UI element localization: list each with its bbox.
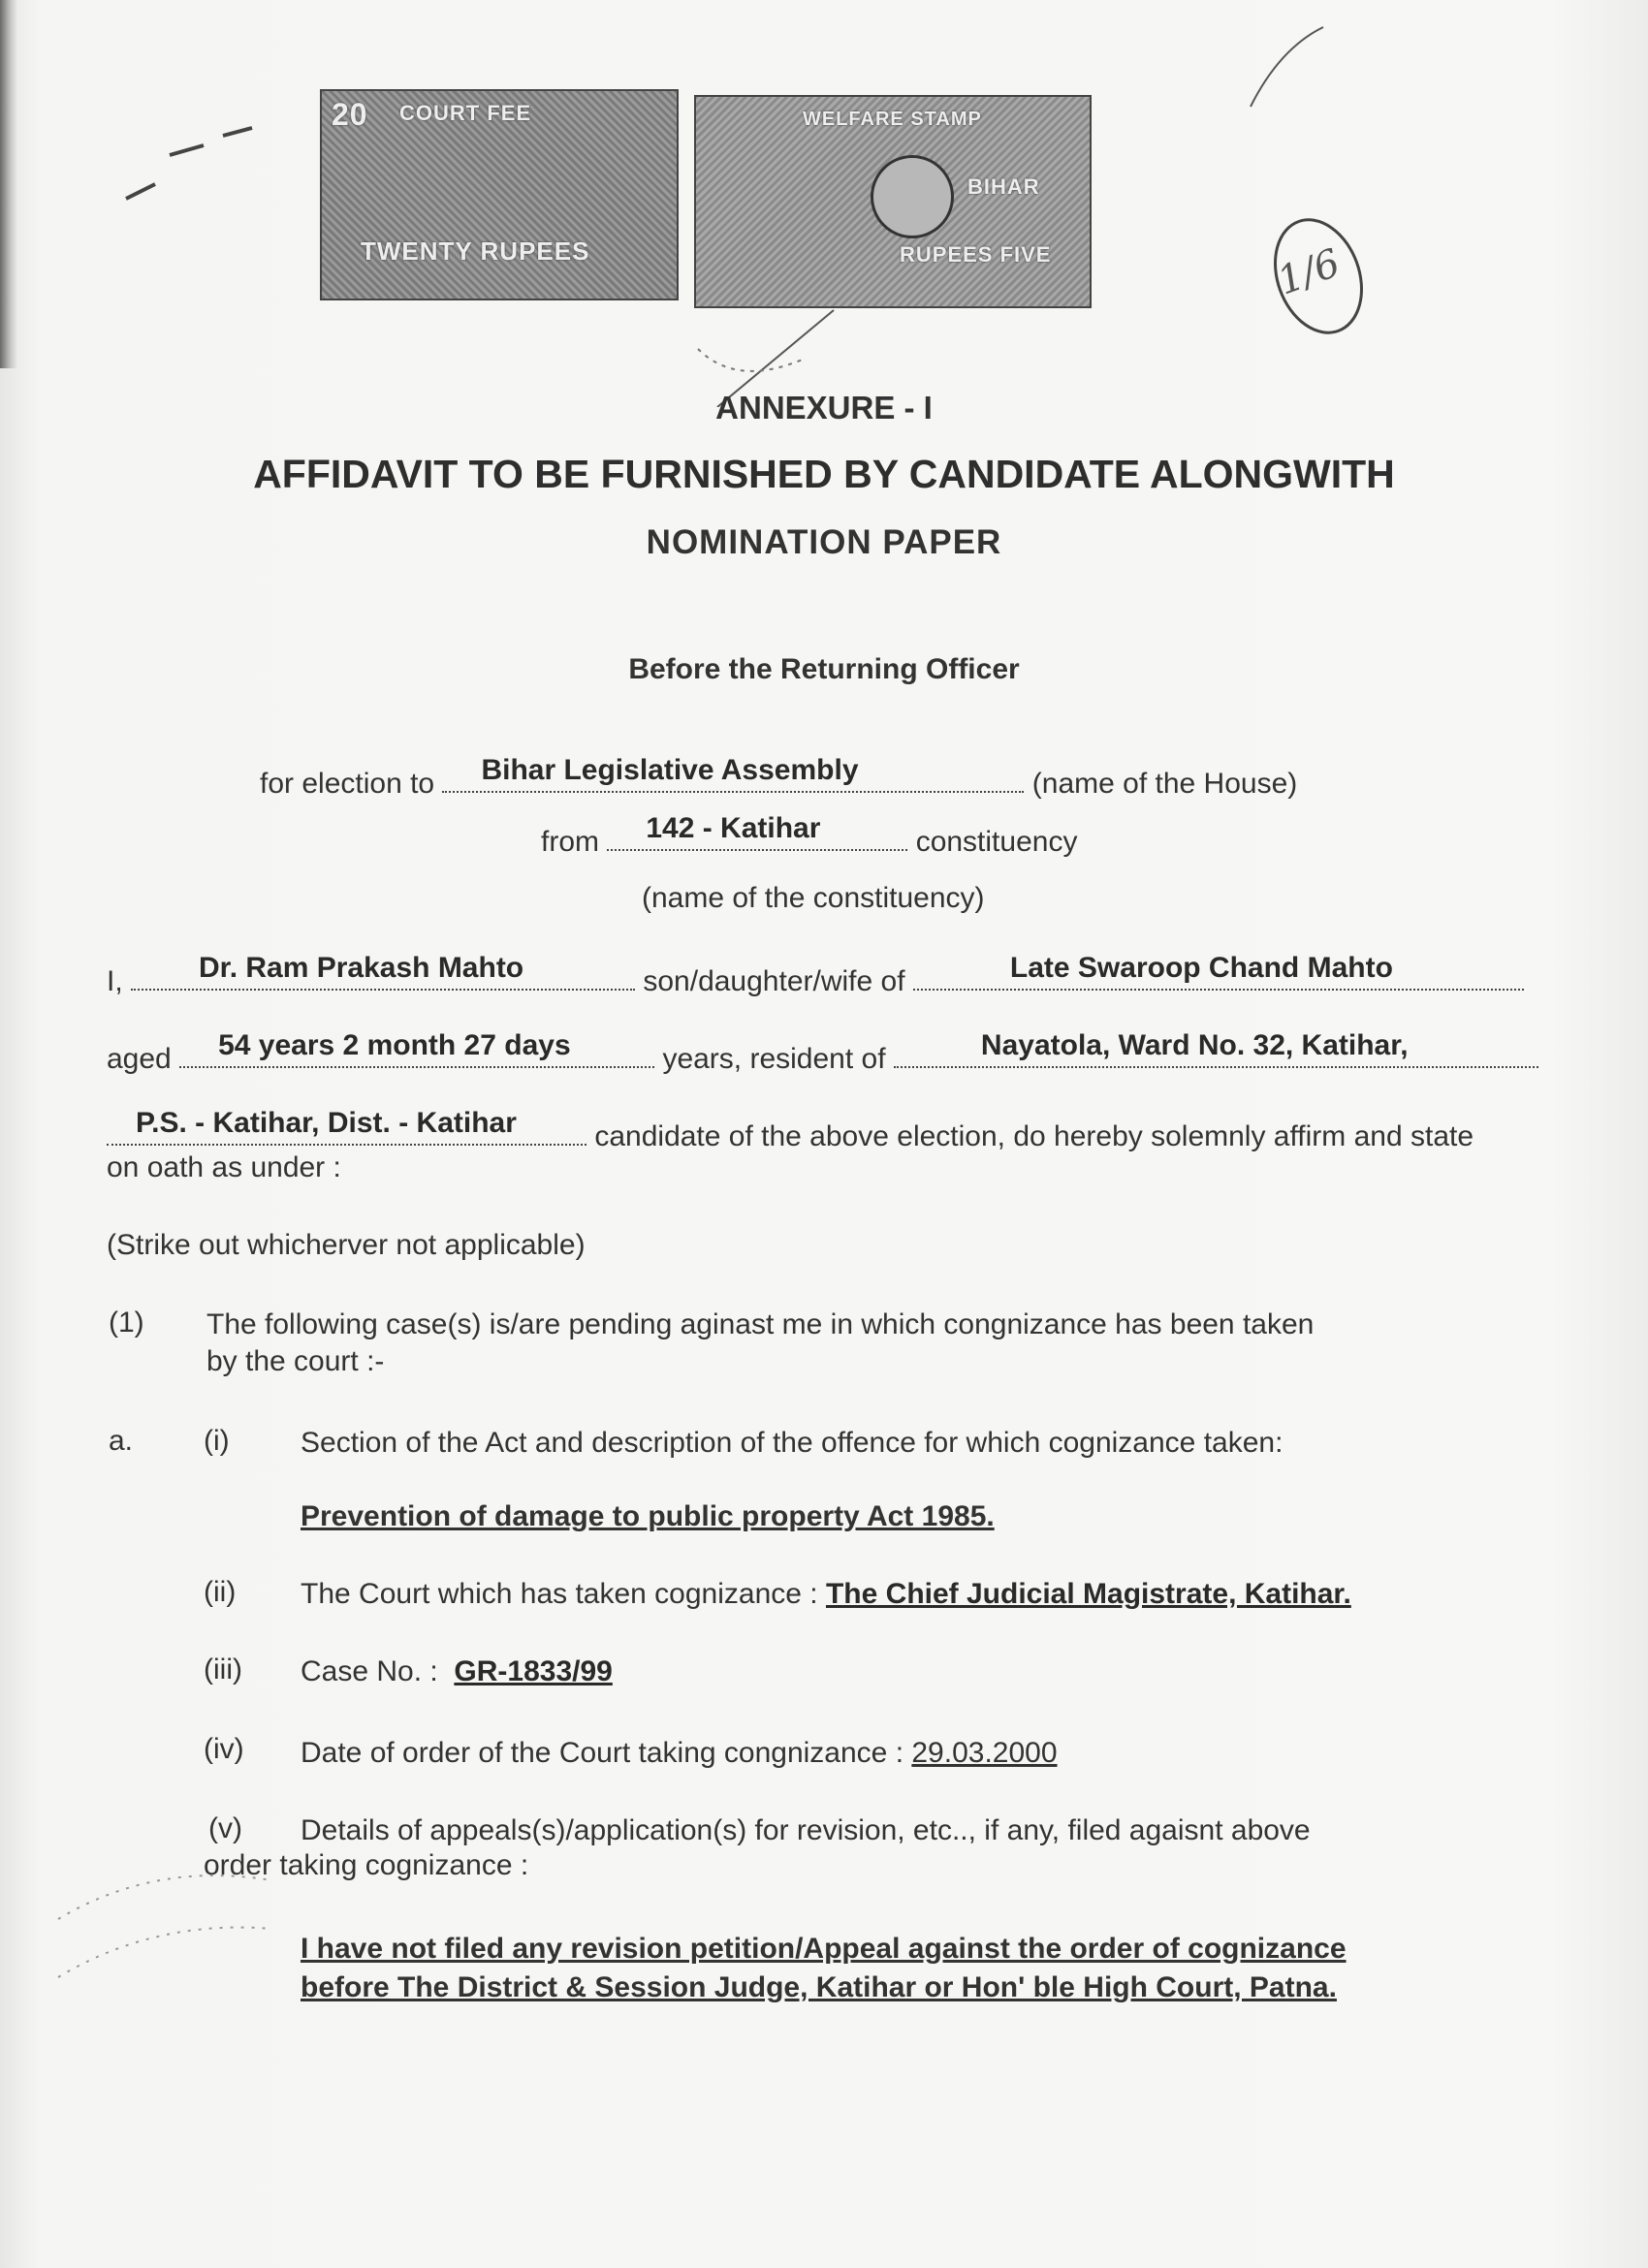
item-ii-value: The Chief Judicial Magistrate, Katihar. [825, 1578, 1351, 1610]
name-field [131, 952, 635, 991]
oath-text: candidate of the above election, do hereby solemnly affirm and state [594, 1120, 1474, 1152]
item-iv-label: Date of order of the Court taking congnizance : [301, 1737, 904, 1769]
welfare-bottom-label: RUPEES FIVE [900, 242, 1052, 267]
deponent-name: Dr. Ram Prakash Mahto [199, 952, 524, 984]
handwritten-marks [0, 0, 1648, 407]
court-fee-top-label: COURT FEE [399, 101, 532, 125]
election-line [260, 754, 1298, 801]
item-iii-row [301, 1655, 613, 1688]
item-ii-label: The Court which has taken cognizance : [301, 1578, 818, 1610]
address-line-1: Nayatola, Ward No. 32, Katihar, [980, 1029, 1409, 1061]
strike-note: (Strike out whicherver not applicable) [107, 1229, 586, 1261]
returning-officer-heading: Before the Returning Officer [628, 653, 1020, 685]
age-address-line [107, 1029, 1538, 1076]
section-1-number: (1) [109, 1307, 144, 1339]
item-v-value-line-1: I have not filed any revision petition/Appeal against the order of cognizance [301, 1933, 1347, 1965]
welfare-top-label: WELFARE STAMP [803, 109, 982, 130]
item-v-label-continued: order taking cognizance : [204, 1849, 529, 1881]
house-value: Bihar Legislative Assembly [481, 754, 859, 786]
welfare-state-label: BIHAR [967, 174, 1040, 199]
sub-letter-a: a. [109, 1425, 134, 1457]
constituency-suffix: constituency [915, 826, 1078, 858]
from-label: from [541, 826, 599, 858]
age-value: 54 years 2 month 27 days [218, 1029, 571, 1061]
aged-label: aged [107, 1043, 172, 1075]
item-iii-label: Case No. : [301, 1655, 438, 1687]
house-suffix: (name of the House) [1031, 768, 1298, 800]
notary-stamp-impression [39, 1842, 291, 2016]
constituency-note: (name of the constituency) [642, 882, 985, 914]
section-1-text-line-1: The following case(s) is/are pending aginast me in which congnizance has been taken [206, 1308, 1315, 1340]
court-fee-value: 20 [332, 97, 368, 132]
item-ii-row [301, 1578, 1351, 1611]
item-i-number: (i) [204, 1425, 230, 1457]
oath-text-continued: on oath as under : [107, 1151, 341, 1183]
item-v-label: Details of appeals(s)/application(s) for revision, etc.., if any, filed agaisnt above [301, 1814, 1311, 1846]
item-iv-number: (iv) [204, 1733, 244, 1765]
house-field [442, 754, 1024, 793]
address-field [894, 1029, 1538, 1068]
annexure-heading: ANNEXURE - I [715, 390, 933, 425]
i-label: I, [107, 965, 123, 997]
parent-field [913, 952, 1524, 991]
item-iii-value: GR-1833/99 [454, 1655, 613, 1687]
item-ii-number: (ii) [204, 1576, 237, 1608]
item-iv-value: 29.03.2000 [911, 1737, 1058, 1769]
address-field-2 [107, 1107, 586, 1146]
constituency-line [541, 812, 1078, 859]
item-iii-number: (iii) [204, 1654, 242, 1685]
court-fee-bottom-label: TWENTY RUPEES [361, 236, 590, 266]
item-i-value: Prevention of damage to public property Act 1985. [301, 1500, 995, 1532]
parent-name: Late Swaroop Chand Mahto [1009, 952, 1393, 984]
item-iv-row [301, 1737, 1058, 1770]
item-v-value-line-2: before The District & Session Judge, Katihar or Hon' ble High Court, Patna. [301, 1971, 1337, 2003]
margin-page-note: 1/6 [1272, 240, 1347, 304]
relation-label: son/daughter/wife of [643, 965, 905, 997]
election-prefix: for election to [260, 768, 435, 800]
resident-label: years, resident of [662, 1043, 886, 1075]
constituency-field [607, 812, 907, 851]
address-line-2: P.S. - Katihar, Dist. - Katihar [136, 1107, 517, 1139]
document-title: AFFIDAVIT TO BE FURNISHED BY CANDIDATE ALONGWITH [253, 452, 1395, 496]
item-i-label: Section of the Act and description of the offence for which cognizance taken: [301, 1427, 1284, 1459]
item-v-number: (v) [208, 1812, 242, 1844]
document-subtitle: NOMINATION PAPER [646, 523, 1002, 561]
deponent-name-line [107, 952, 1524, 998]
section-1-text-line-2: by the court :- [206, 1345, 385, 1377]
age-field [179, 1029, 654, 1068]
address-oath-line [107, 1107, 1474, 1153]
constituency-value: 142 - Katihar [646, 812, 821, 844]
